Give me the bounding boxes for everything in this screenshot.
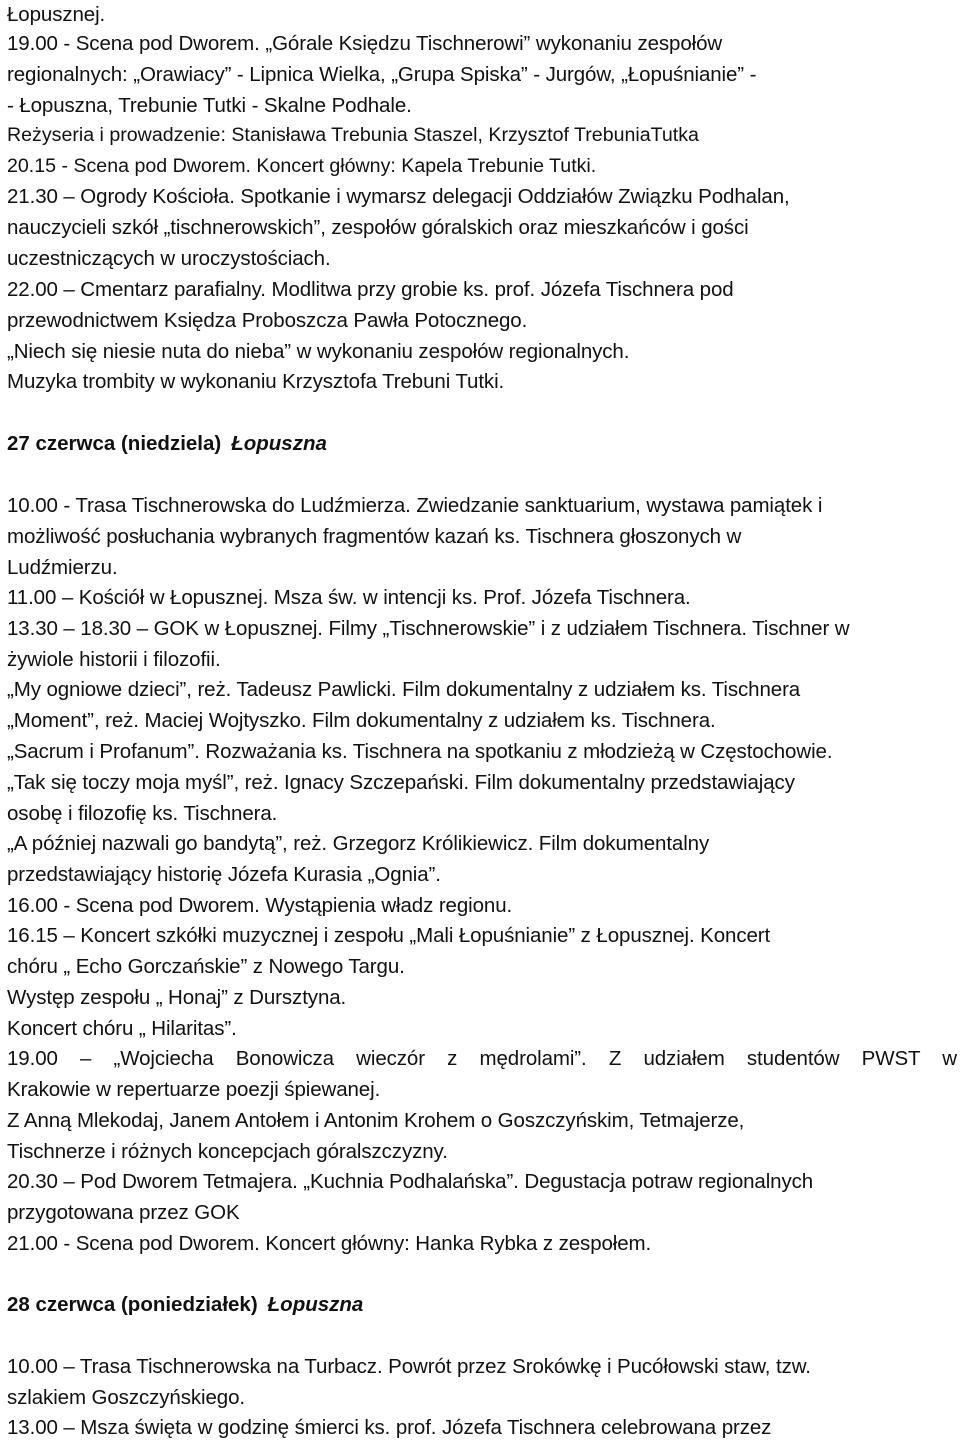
text-line: szlakiem Goszczyńskiego. [7, 1386, 245, 1409]
text-line: przewodnictwem Księdza Proboszcza Pawła Potocznego. [7, 309, 528, 332]
day-heading [7, 1289, 363, 1320]
text-line: 10.00 - Trasa Tischnerowska do Ludźmierza. Zwiedzanie sanktuarium, wystawa pamiątek i [7, 494, 823, 517]
text-line: Łopusznej. [7, 3, 106, 26]
text-line: „Tak się toczy moja myśl”, reż. Ignacy Szczepański. Film dokumentalny przedstawiający [7, 771, 795, 794]
day-heading-place: Łopuszna [231, 432, 327, 455]
text-line: Występ zespołu „ Honaj” z Dursztyna. [7, 986, 347, 1009]
text-line: Krakowie w repertuarze poezji śpiewanej. [7, 1078, 381, 1101]
day-heading [7, 428, 327, 459]
text-line: chóru „ Echo Gorczańskie” z Nowego Targu. [7, 955, 405, 978]
text-line: „Moment”, reż. Maciej Wojtyszko. Film dokumentalny z udziałem ks. Tischnera. [7, 709, 716, 732]
text-line: 20.30 – Pod Dworem Tetmajera. „Kuchnia Podhalańska”. Degustacja potraw regionalnych [7, 1170, 814, 1193]
text-line: przygotowana przez GOK [7, 1201, 240, 1224]
text-line: 21.30 – Ogrody Kościoła. Spotkanie i wymarsz delegacji Oddziałów Związku Podhalan, [7, 185, 790, 208]
text-line: osobę i filozofię ks. Tischnera. [7, 802, 278, 825]
text-line: uczestniczących w uroczystościach. [7, 247, 331, 270]
text-line: „A później nazwali go bandytą”, reż. Grzegorz Królikiewicz. Film dokumentalny [7, 832, 710, 855]
text-line: Reżyseria i prowadzenie: Stanisława Trebunia Staszel, Krzysztof TrebuniaTutka [7, 124, 699, 146]
document-page [7, 0, 957, 1440]
text-line: „My ogniowe dzieci”, reż. Tadeusz Pawlicki. Film dokumentalny z udziałem ks. Tischnera [7, 678, 801, 701]
text-line: 11.00 – Kościół w Łopusznej. Msza św. w intencji ks. Prof. Józefa Tischnera. [7, 586, 691, 609]
text-line: 20.15 - Scena pod Dworem. Koncert główny: Kapela Trebunie Tutki. [7, 155, 597, 177]
text-line: nauczycieli szkół „tischnerowskich”, zespołów góralskich oraz mieszkańców i gości [7, 216, 749, 239]
text-line: 21.00 - Scena pod Dworem. Koncert główny: Hanka Rybka z zespołem. [7, 1232, 652, 1255]
text-line: regionalnych: „Orawiacy” - Lipnica Wielka, „Grupa Spiska” - Jurgów, „Łopuśnianie” - [7, 63, 757, 86]
text-line: żywiole historii i filozofii. [7, 648, 221, 671]
text-line: Tischnerze i różnych koncepcjach góralszczyzny. [7, 1140, 448, 1163]
text-line: przedstawiający historię Józefa Kurasia „Ognia”. [7, 863, 441, 886]
text-line: - Łopuszna, Trebunie Tutki - Skalne Podhale. [7, 94, 412, 117]
text-line: 19.00 - Scena pod Dworem. „Górale Księdzu Tischnerowi” wykonaniu zespołów [7, 32, 723, 55]
text-line: możliwość posłuchania wybranych fragmentów kazań ks. Tischnera głoszonych w [7, 525, 742, 548]
text-line: 13.30 – 18.30 – GOK w Łopusznej. Filmy „Tischnerowskie” i z udziałem Tischnera. Tischner w [7, 617, 850, 640]
text-line: 10.00 – Trasa Tischnerowska na Turbacz. Powrót przez Srokówkę i Pucółowski staw, tzw. [7, 1355, 811, 1378]
text-line: 22.00 – Cmentarz parafialny. Modlitwa przy grobie ks. prof. Józefa Tischnera pod [7, 278, 734, 301]
text-line: Koncert chóru „ Hilaritas”. [7, 1017, 237, 1040]
text-line: „Niech się niesie nuta do nieba” w wykonaniu zespołów regionalnych. [7, 340, 630, 363]
day-heading-date: 28 czerwca (poniedziałek) [7, 1293, 258, 1316]
text-line: 16.15 – Koncert szkółki muzycznej i zespołu „Mali Łopuśnianie” z Łopusznej. Koncert [7, 924, 771, 947]
text-line: „Sacrum i Profanum”. Rozważania ks. Tischnera na spotkaniu z młodzieżą w Częstochowie. [7, 740, 833, 763]
text-line: 16.00 - Scena pod Dworem. Wystąpienia władz regionu. [7, 894, 513, 917]
day-heading-date: 27 czerwca (niedziela) [7, 432, 222, 455]
day-heading-place: Łopuszna [267, 1293, 364, 1316]
text-line: Z Anną Mlekodaj, Janem Antołem i Antonim Krohem o Goszczyńskim, Tetmajerze, [7, 1109, 745, 1132]
text-line: Ludźmierzu. [7, 556, 118, 579]
text-line: 13.00 – Msza święta w godzinę śmierci ks. prof. Józefa Tischnera celebrowana przez [7, 1416, 772, 1439]
text-line: 19.00 – „Wojciecha Bonowicza wieczór z mędrolami”. Z udziałem studentów PWST w [7, 1047, 957, 1070]
text-line: Muzyka trombity w wykonaniu Krzysztofa Trebuni Tutki. [7, 370, 505, 393]
